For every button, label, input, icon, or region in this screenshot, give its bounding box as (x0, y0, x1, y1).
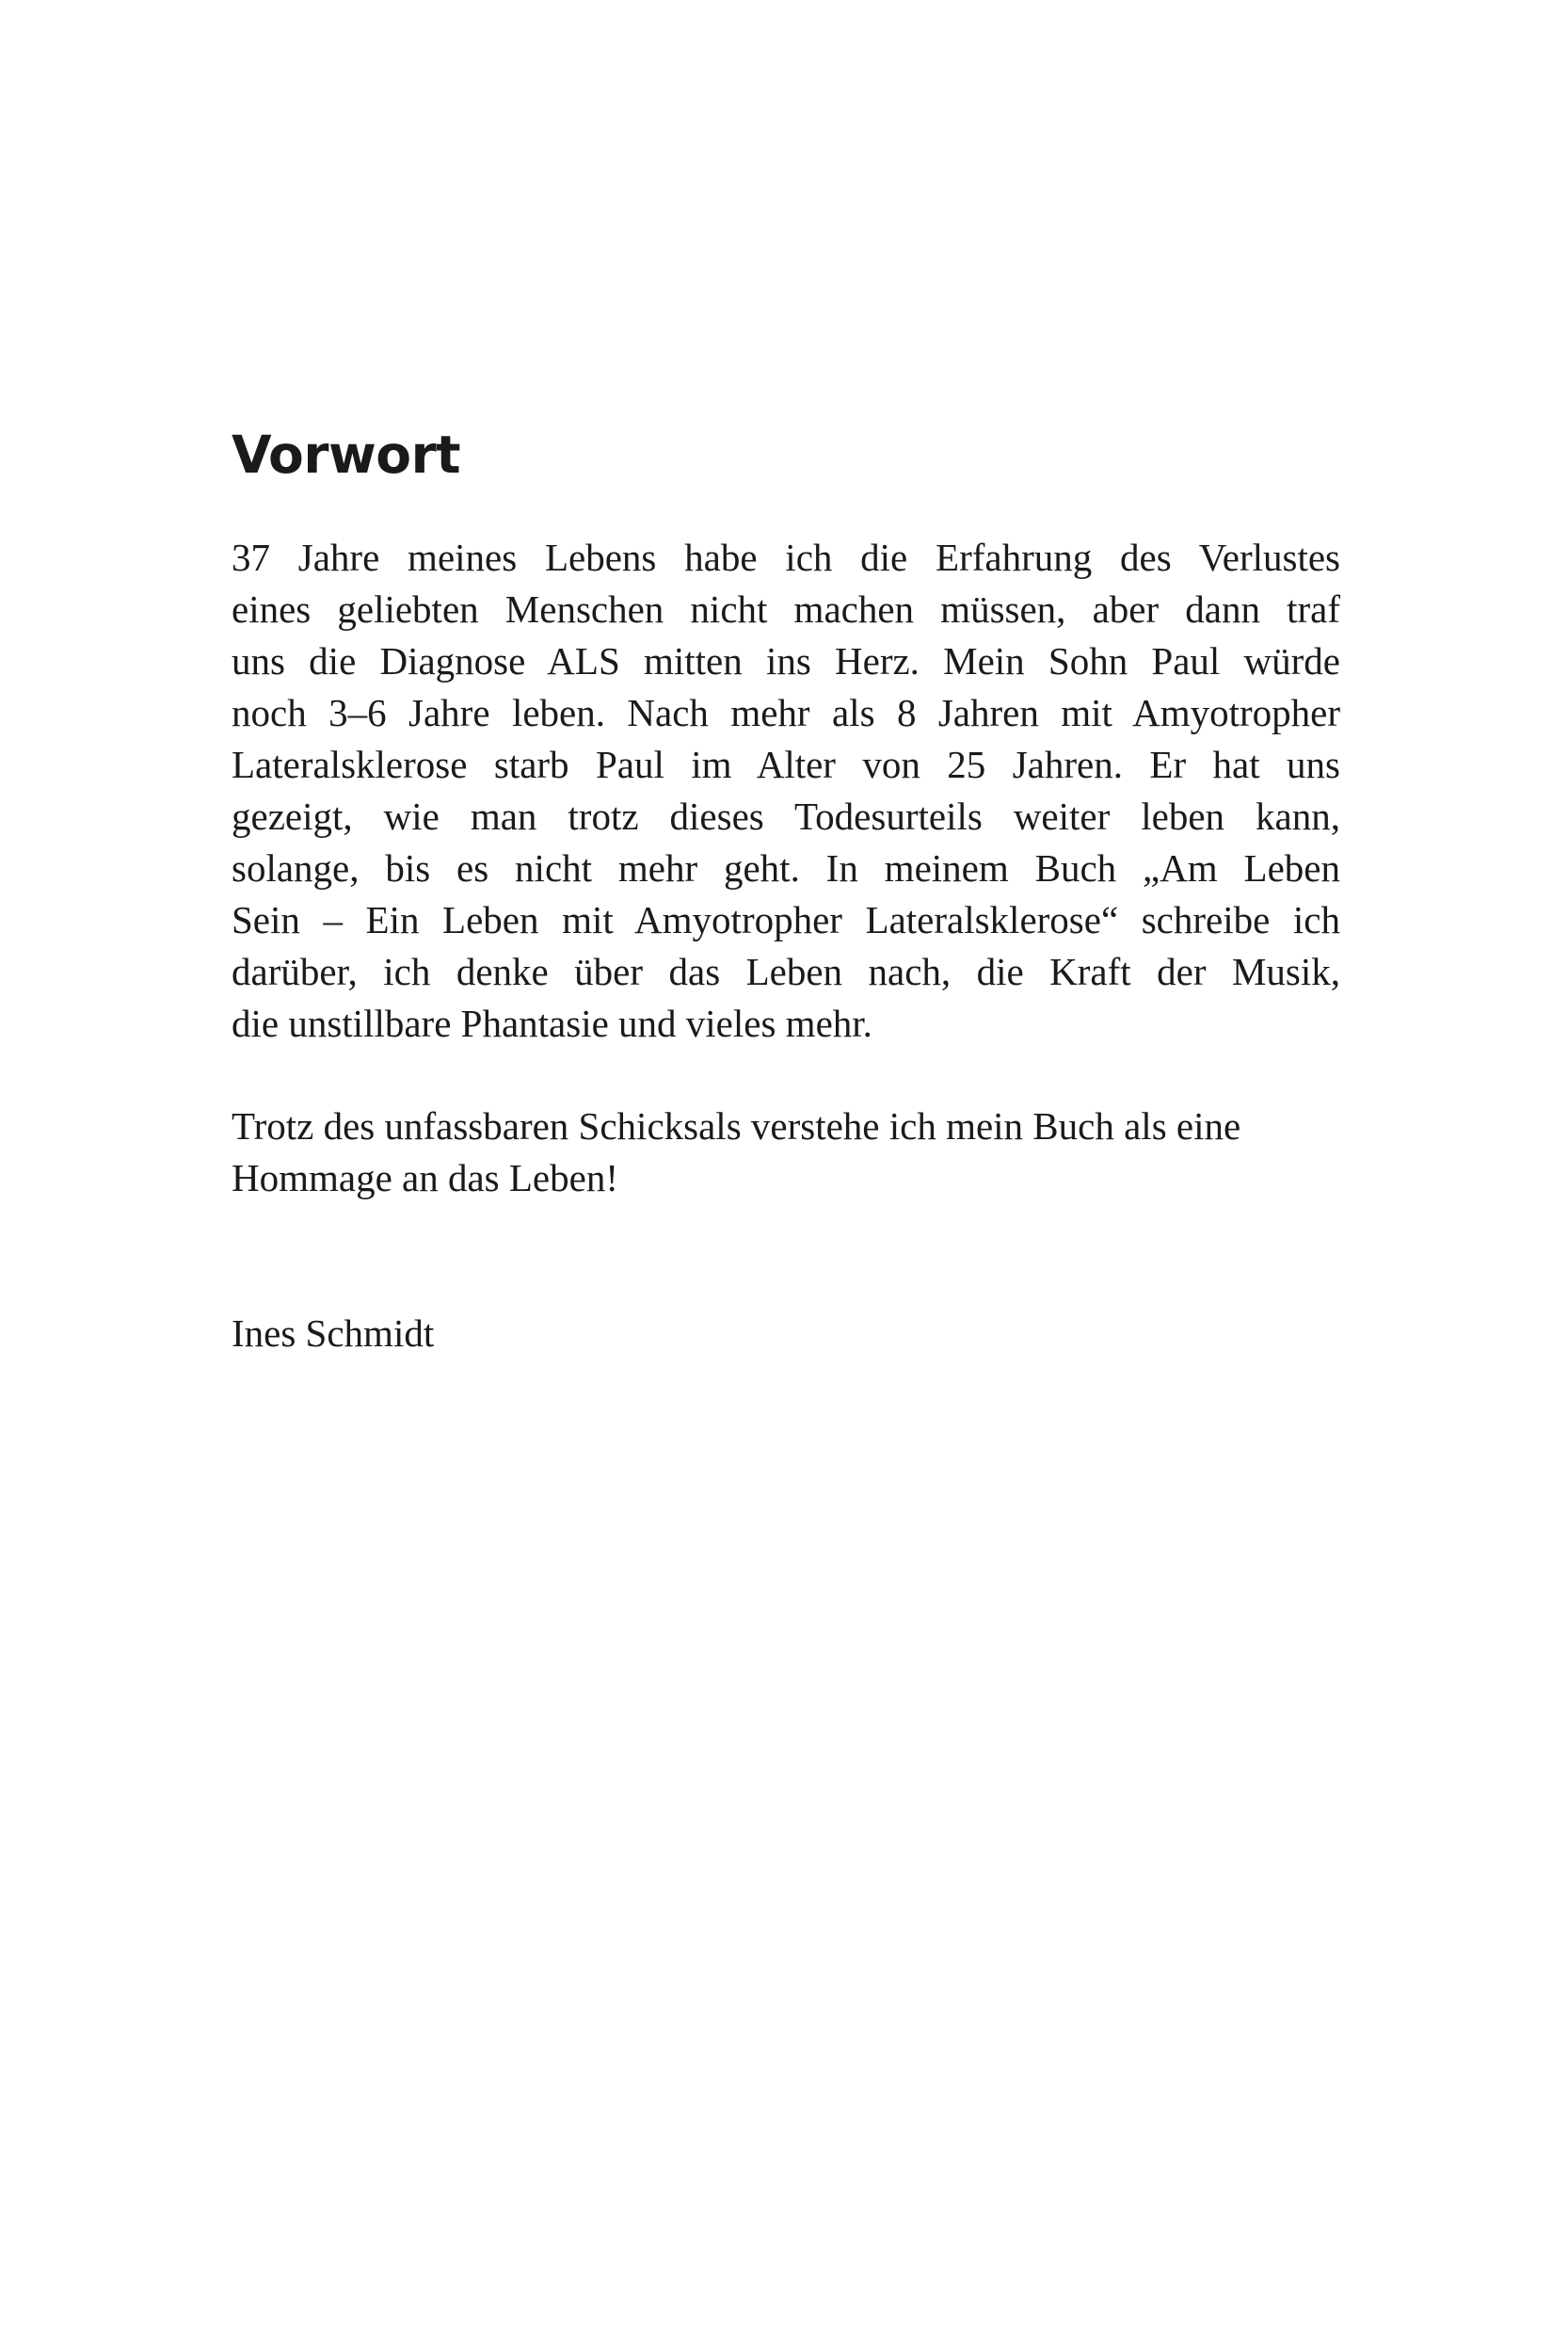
text-line: darüber, ich denke über das Leben nach, die Kraft der Musik, (232, 950, 1340, 993)
text-line: die unstillbare Phantasie und vieles mehr. (232, 1002, 872, 1045)
text-line: Hommage an das Leben! (232, 1156, 618, 1199)
text-line: noch 3–6 Jahre leben. Nach mehr als 8 Jahren mit Amyotropher (232, 691, 1340, 734)
text-line: Lateralsklerose starb Paul im Alter von 25 Jahren. Er hat uns (232, 743, 1340, 786)
paragraph-homage (232, 1101, 1340, 1204)
text-line: solange, bis es nicht mehr geht. In meinem Buch „Am Leben (232, 846, 1340, 890)
text-line: uns die Diagnose ALS mitten ins Herz. Mein Sohn Paul würde (232, 639, 1340, 683)
page-title: Vorwort (232, 425, 460, 485)
text-line: Trotz des unfassbaren Schicksals verstehe ich mein Buch als eine (232, 1104, 1241, 1148)
text-line: Sein – Ein Leben mit Amyotropher Lateralsklerose“ schreibe ich (232, 898, 1340, 941)
text-line: eines geliebten Menschen nicht machen müssen, aber dann traf (232, 587, 1340, 631)
text-line: gezeigt, wie man trotz dieses Todesurteils weiter leben kann, (232, 795, 1340, 838)
body-text (232, 532, 1340, 1359)
paragraph-intro (232, 532, 1340, 1050)
author-signature: Ines Schmidt (232, 1311, 435, 1355)
text-line: 37 Jahre meines Lebens habe ich die Erfahrung des Verlustes (232, 536, 1340, 579)
